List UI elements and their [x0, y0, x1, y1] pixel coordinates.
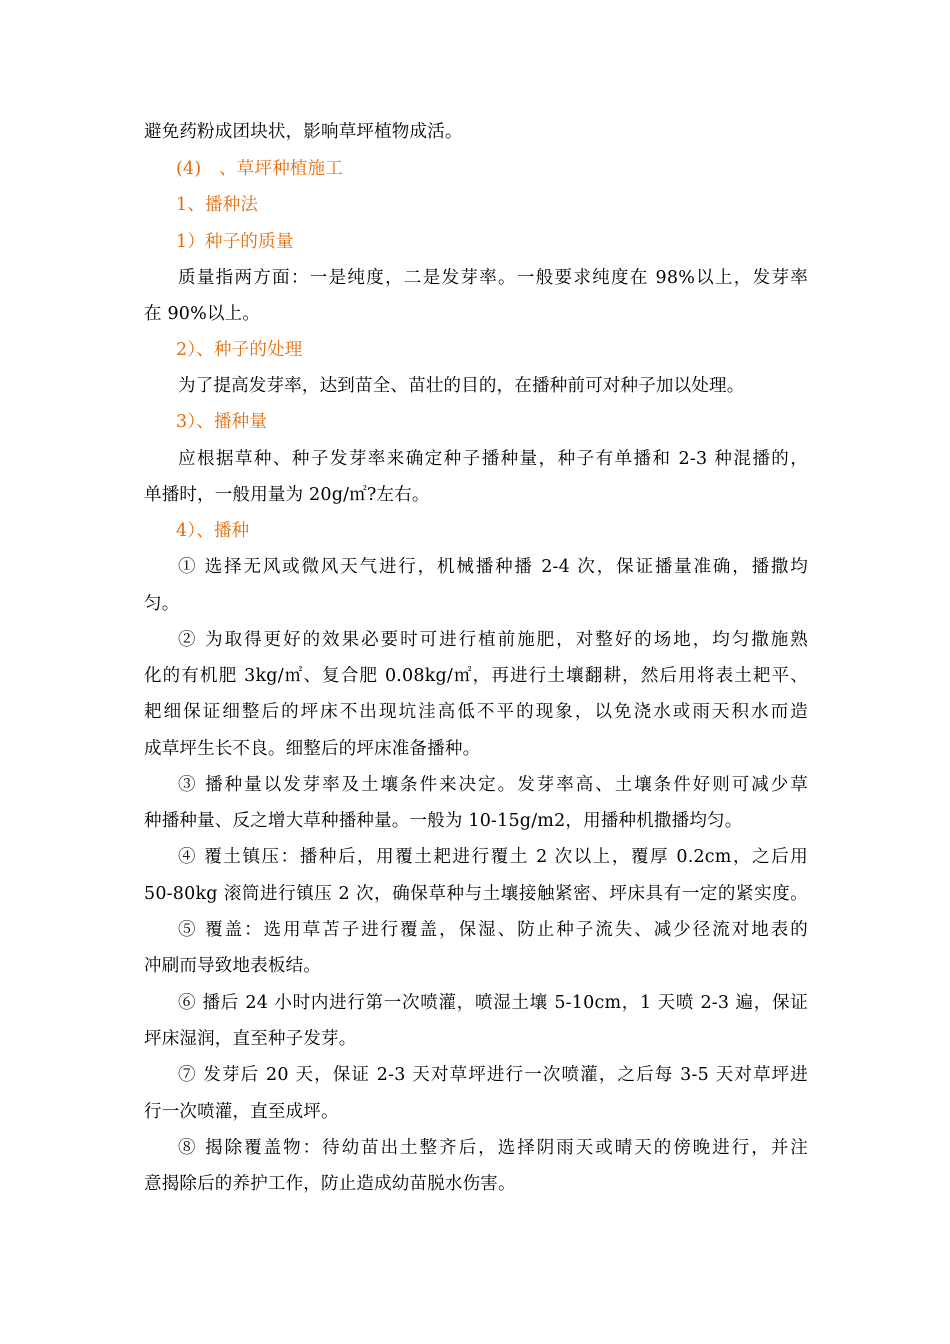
item-heading-seeding-rate: 3）、播种量	[176, 412, 268, 432]
body-line: 成草坪生长不良。细整后的坪床准备播种。	[144, 739, 481, 759]
item-heading-seed-treatment: 2）、种子的处理	[176, 340, 303, 360]
body-line: 意揭除后的养护工作，防止造成幼苗脱水伤害。	[144, 1174, 516, 1194]
body-line: 化的有机肥 3kg/㎡、复合肥 0.08kg/㎡，再进行土壤翻耕，然后用将表土耙平、	[144, 666, 808, 686]
item-heading-sowing: 4）、播种	[176, 521, 250, 541]
body-line: 坪床湿润，直至种子发芽。	[144, 1029, 357, 1049]
list-item-8: ⑧ 揭除覆盖物：待幼苗出土整齐后，选择阴雨天或晴天的傍晚进行，并注	[178, 1138, 808, 1158]
body-line: 为了提高发芽率，达到苗全、苗壮的目的，在播种前可对种子加以处理。	[178, 376, 745, 396]
list-item-6: ⑥ 播后 24 小时内进行第一次喷灌，喷湿土壤 5-10cm，1 天喷 2-3 遍，保证	[178, 993, 808, 1013]
list-item-2: ② 为取得更好的效果必要时可进行植前施肥，对整好的场地，均匀撒施熟	[178, 630, 808, 650]
body-line: 冲刷而导致地表板结。	[144, 956, 321, 976]
body-line: 耙细保证细整后的坪床不出现坑洼高低不平的现象，以免浇水或雨天积水而造	[144, 702, 808, 722]
list-item-7: ⑦ 发芽后 20 天，保证 2-3 天对草坪进行一次喷灌，之后每 3-5 天对草坪进	[178, 1065, 808, 1085]
list-item-1: ① 选择无风或微风天气进行，机械播种播 2-4 次，保证播量准确，播撒均	[178, 557, 808, 577]
body-line: 质量指两方面：一是纯度，二是发芽率。一般要求纯度在 98%以上，发芽率	[178, 268, 808, 288]
body-line: 避免药粉成团块状，影响草坪植物成活。	[144, 122, 463, 142]
body-line: 行一次喷灌，直至成坪。	[144, 1102, 339, 1122]
list-item-3: ③ 播种量以发芽率及土壤条件来决定。发芽率高、土壤条件好则可减少草	[178, 775, 808, 795]
item-heading-seed-quality: 1）种子的质量	[176, 232, 294, 252]
body-line: 50-80kg 滚筒进行镇压 2 次，确保草种与土壤接触紧密、坪床具有一定的紧实度。	[144, 884, 808, 904]
section-heading-lawn-planting: (4) 、草坪种植施工	[176, 159, 343, 179]
body-line: 单播时，一般用量为 20g/㎡?左右。	[144, 485, 430, 505]
body-line: 在 90%以上。	[144, 304, 261, 324]
list-item-4: ④ 覆土镇压：播种后，用覆土耙进行覆土 2 次以上，覆厚 0.2cm，之后用	[178, 847, 808, 867]
list-item-5: ⑤ 覆盖：选用草苫子进行覆盖，保湿、防止种子流失、减少径流对地表的	[178, 920, 808, 940]
body-line: 应根据草种、种子发芽率来确定种子播种量，种子有单播和 2-3 种混播的，	[178, 449, 808, 469]
subsection-heading-seeding-method: 1、播种法	[176, 195, 259, 215]
body-line: 匀。	[144, 594, 180, 614]
body-line: 种播种量、反之增大草种播种量。一般为 10-15g/m2，用播种机撒播均匀。	[144, 811, 743, 831]
